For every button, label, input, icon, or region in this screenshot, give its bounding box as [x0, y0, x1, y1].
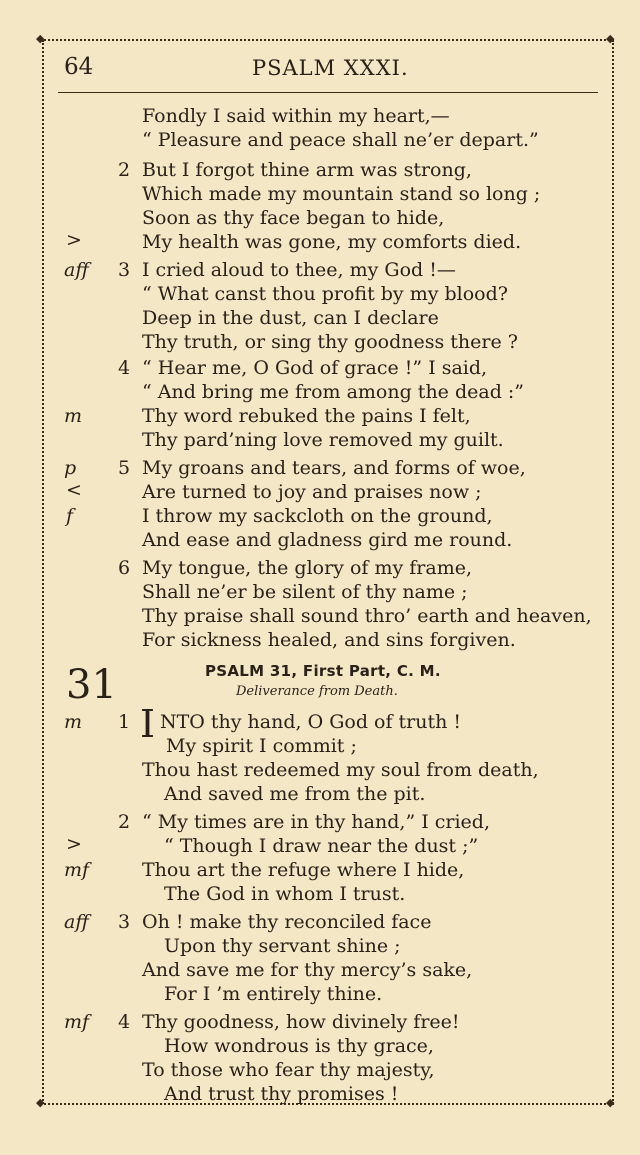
- verse-line: Deep in the dust, can I declare: [142, 307, 439, 329]
- header-rule: [58, 92, 598, 93]
- verse-line: NTO thy hand, O God of truth !: [160, 711, 462, 733]
- verse-line: Are turned to joy and praises now ;: [142, 481, 482, 503]
- verse-line: “ My times are in thy hand,” I cried,: [142, 811, 490, 833]
- verse-line: I cried aloud to thee, my God !—: [142, 259, 456, 281]
- dynamic-mark: >: [66, 229, 82, 251]
- right-border: [610, 40, 616, 1104]
- verse-number: 1: [118, 711, 131, 733]
- verse-number: 4: [118, 357, 131, 379]
- verse-number: 3: [118, 259, 131, 281]
- top-border: [40, 32, 615, 45]
- verse-line: For I ’m entirely thine.: [164, 983, 383, 1005]
- corner-ornament-icon: ◆: [36, 32, 45, 45]
- verse-line: And ease and gladness gird me round.: [142, 529, 513, 551]
- verse-line: Thy truth, or sing thy goodness there ?: [142, 331, 518, 353]
- verse-line: “ What canst thou profit by my blood?: [142, 283, 508, 305]
- dynamic-mark: <: [66, 479, 82, 501]
- verse-line: How wondrous is thy grace,: [164, 1035, 434, 1057]
- verse-line: “ Hear me, O God of grace !” I said,: [142, 357, 488, 379]
- verse-number: 4: [118, 1011, 131, 1033]
- verse-line: “ Pleasure and peace shall ne’er depart.”: [142, 129, 539, 151]
- page-number: 64: [64, 54, 94, 80]
- psalm-number: 31: [66, 662, 117, 708]
- verse-line: Thy goodness, how divinely free!: [142, 1011, 460, 1033]
- running-head: PSALM XXXI.: [252, 56, 409, 80]
- left-border: [40, 40, 46, 1104]
- corner-ornament-icon: ◆: [606, 1096, 615, 1109]
- dynamic-mark: mf: [64, 1011, 90, 1033]
- verse-line: Oh ! make thy reconciled face: [142, 911, 432, 933]
- verse-line: Fondly I said within my heart,—: [142, 105, 450, 127]
- verse-line: To those who fear thy majesty,: [142, 1059, 435, 1081]
- verse-line: Upon thy servant shine ;: [164, 935, 401, 957]
- dynamic-mark: p: [64, 457, 77, 479]
- verse-line: And save me for thy mercy’s sake,: [142, 959, 473, 981]
- psalm-title: PSALM 31, First Part, C. M.: [205, 662, 441, 680]
- verse-line: Thy word rebuked the pains I felt,: [142, 405, 471, 427]
- verse-line: My health was gone, my comforts died.: [142, 231, 522, 253]
- verse-line: And trust thy promises !: [164, 1083, 399, 1105]
- verse-line: And saved me from the pit.: [164, 783, 426, 805]
- verse-line: “ And bring me from among the dead :”: [142, 381, 525, 403]
- verse-number: 5: [118, 457, 131, 479]
- verse-line: Shall ne’er be silent of thy name ;: [142, 581, 468, 603]
- verse-line: Soon as thy face began to hide,: [142, 207, 445, 229]
- verse-line: My groans and tears, and forms of woe,: [142, 457, 526, 479]
- dynamic-mark: mf: [64, 859, 90, 881]
- corner-ornament-icon: ◆: [606, 32, 615, 45]
- verse-line: But I forgot thine arm was strong,: [142, 159, 472, 181]
- verse-line: My spirit I commit ;: [166, 735, 357, 757]
- verse-line: I throw my sackcloth on the ground,: [142, 505, 493, 527]
- dynamic-mark: aff: [64, 911, 89, 933]
- dynamic-mark: m: [64, 405, 83, 427]
- drop-cap: I: [140, 702, 156, 746]
- verse-number: 3: [118, 911, 131, 933]
- psalm-subtitle: Deliverance from Death.: [236, 684, 398, 699]
- dynamic-mark: m: [64, 711, 83, 733]
- verse-line: Thy pard’ning love removed my guilt.: [142, 429, 504, 451]
- verse-line: Which made my mountain stand so long ;: [142, 183, 541, 205]
- verse-number: 6: [118, 557, 131, 579]
- verse-line: “ Though I draw near the dust ;”: [164, 835, 479, 857]
- verse-line: Thy praise shall sound thro’ earth and heaven,: [142, 605, 592, 627]
- verse-number: 2: [118, 811, 131, 833]
- dynamic-mark: f: [66, 505, 74, 527]
- dynamic-mark: >: [66, 833, 82, 855]
- verse-number: 2: [118, 159, 131, 181]
- dynamic-mark: aff: [64, 259, 89, 281]
- corner-ornament-icon: ◆: [36, 1096, 45, 1109]
- verse-line: For sickness healed, and sins forgiven.: [142, 629, 516, 651]
- verse-line: The God in whom I trust.: [164, 883, 406, 905]
- verse-line: Thou art the refuge where I hide,: [142, 859, 465, 881]
- verse-line: Thou hast redeemed my soul from death,: [142, 759, 539, 781]
- verse-line: My tongue, the glory of my frame,: [142, 557, 472, 579]
